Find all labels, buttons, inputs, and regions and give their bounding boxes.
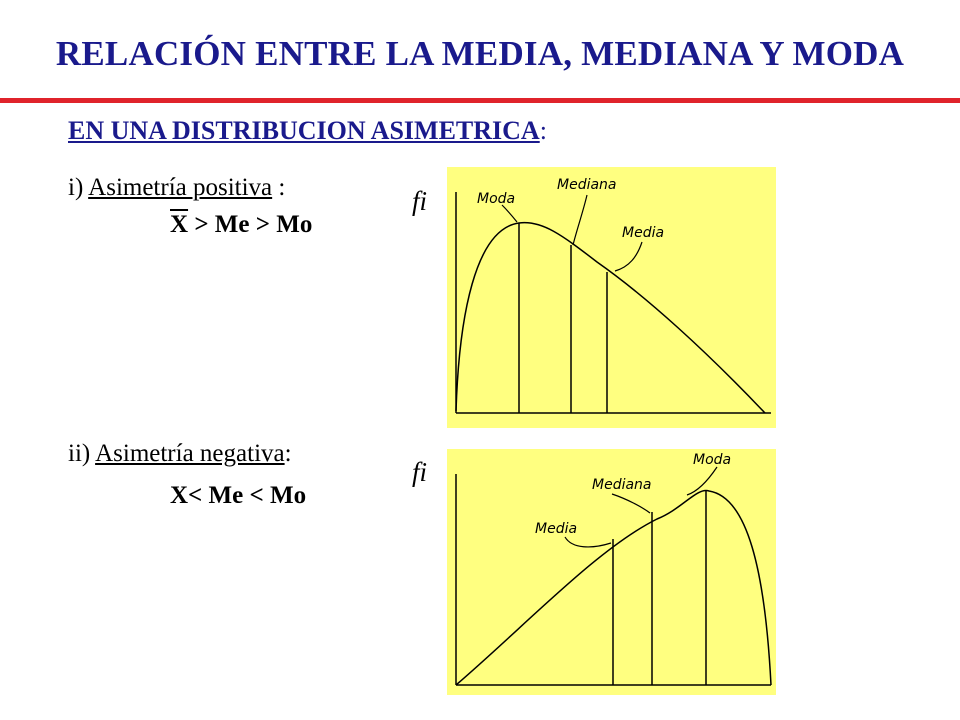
positive-mediana-text: Mediana bbox=[557, 177, 617, 193]
negative-media-text: Media bbox=[535, 521, 578, 537]
positive-suffix: : bbox=[272, 174, 286, 201]
negative-skew-label bbox=[68, 440, 292, 468]
negative-media-pointer bbox=[565, 537, 611, 547]
negative-skew-chart bbox=[447, 449, 776, 695]
positive-skew-svg bbox=[447, 167, 776, 428]
negative-name: Asimetría negativa bbox=[95, 440, 285, 467]
positive-prefix: i) bbox=[68, 174, 89, 201]
positive-formula bbox=[170, 211, 312, 239]
negative-prefix: ii) bbox=[68, 440, 96, 467]
positive-moda-text: Moda bbox=[477, 191, 516, 207]
section-subtitle bbox=[68, 116, 547, 146]
negative-moda-text: Moda bbox=[693, 452, 732, 468]
subtitle-colon: : bbox=[539, 116, 547, 145]
positive-media-pointer bbox=[615, 242, 642, 271]
negative-suffix: : bbox=[284, 440, 292, 467]
positive-fi-label: fi bbox=[412, 186, 428, 216]
page-title: RELACIÓN ENTRE LA MEDIA, MEDIANA Y MODA bbox=[55, 34, 905, 73]
positive-curve bbox=[456, 223, 765, 413]
positive-formula-xbar: $\overline{X}$ bbox=[170, 211, 189, 238]
positive-skew-chart bbox=[447, 167, 776, 428]
positive-media-text: Media bbox=[622, 225, 665, 241]
negative-skew-svg bbox=[447, 449, 776, 695]
positive-name: Asimetría positiva bbox=[88, 174, 273, 201]
negative-formula: X< Me < Mo bbox=[170, 482, 307, 509]
positive-skew-label bbox=[68, 174, 285, 202]
title-divider bbox=[0, 98, 960, 103]
negative-mediana-text: Mediana bbox=[592, 477, 652, 493]
positive-moda-pointer bbox=[502, 205, 517, 222]
positive-mediana-pointer bbox=[573, 195, 587, 245]
negative-fi-label: fi bbox=[412, 457, 428, 487]
positive-formula-rest: > Me > Mo bbox=[188, 211, 313, 238]
negative-mediana-pointer bbox=[612, 494, 650, 513]
subtitle-text: EN UNA DISTRIBUCION ASIMETRICA bbox=[68, 116, 540, 145]
